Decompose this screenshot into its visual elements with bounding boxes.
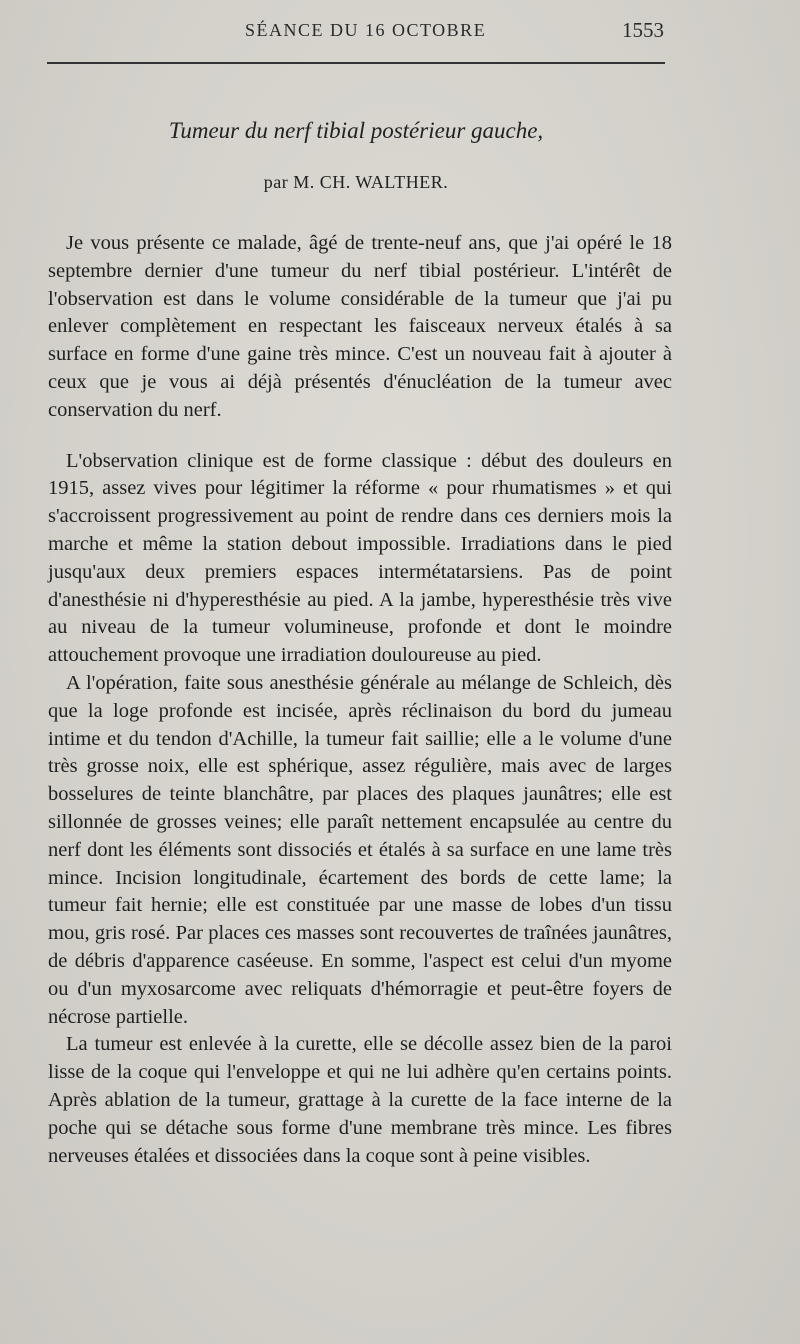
running-title: SÉANCE DU 16 OCTOBRE <box>245 20 487 40</box>
paragraph-operation: A l'opération, faite sous anesthésie générale au mélange de Schleich, dès que la loge profonde est incisée, après réclinaison du bord du jumeau intime et du tendon d'Achille, la tumeur fait saillie; elle a le volume d'une très grosse noix, elle est sphérique, assez régulière, mais avec de larges bosselures de teinte blanchâtre, par places des plaques jaunâtres; elle est sillonnée de grosses veines; elle paraît nettement encapsulée au centre du nerf dont les éléments sont dissociés et étalés à sa surface en une lame très mince. Incision longitudinale, écartement des bords de cette lame; la tumeur fait hernie; elle est constituée par une masse de lobes d'un tissu mou, gris rosé. Par places ces masses sont recouvertes de traînées jaunâtres, de débris d'apparence caséeuse. En somme, l'aspect est celui d'un myome ou d'un myxosarcome avec reliquats d'hémorragie et peut-être foyers de nécrose partielle. <box>48 671 672 1028</box>
header-rule <box>47 62 665 64</box>
paragraph-removal: La tumeur est enlevée à la curette, elle se décolle assez bien de la paroi lisse de la coque qui l'enveloppe et qui ne lui adhère qu'en certains points. Après ablation de la tumeur, grattage à la curette de la face interne de la poche qui se détache sous forme d'une membrane très mince. Les fibres nerveuses étalées et dissociées dans la coque sont à peine visibles. <box>48 1033 672 1167</box>
running-head <box>0 18 800 48</box>
paragraph-intro: Je vous présente ce malade, âgé de trente-neuf ans, que j'ai opéré le 18 septembre dernier d'une tumeur du nerf tibial postérieur. L'intérêt de l'observation est dans le volume considérable de la tumeur que j'ai pu enlever complètement en respectant les faisceaux nerveux étalés à sa surface en forme d'une gaine très mince. C'est un nouveau fait à ajouter à ceux que je vous ai déjà présentés d'énucléation de la tumeur avec conservation du nerf. <box>48 232 672 421</box>
article-author: par M. CH. WALTHER. <box>263 172 449 192</box>
article-body <box>48 230 672 1170</box>
article-title: Tumeur du nerf tibial postérieur gauche, <box>168 118 544 143</box>
page-number: 1553 <box>622 18 664 42</box>
paragraph-clinical-observation: L'observation clinique est de forme classique : début des douleurs en 1915, assez vives pour légitimer la réforme « pour rhumatismes » et qui s'accroissent progressivement au point de rendre dans ces derniers mois la marche et même la station debout impossible. Irradiations dans le pied jusqu'aux deux premiers espaces intermétatarsiens. Pas de point d'anesthésie ni d'hyperesthésie au pied. A la jambe, hyperesthésie très vive au niveau de la tumeur volumineuse, profonde et dont le moindre attouchement provoque une irradiation douloureuse au pied. <box>48 449 672 667</box>
